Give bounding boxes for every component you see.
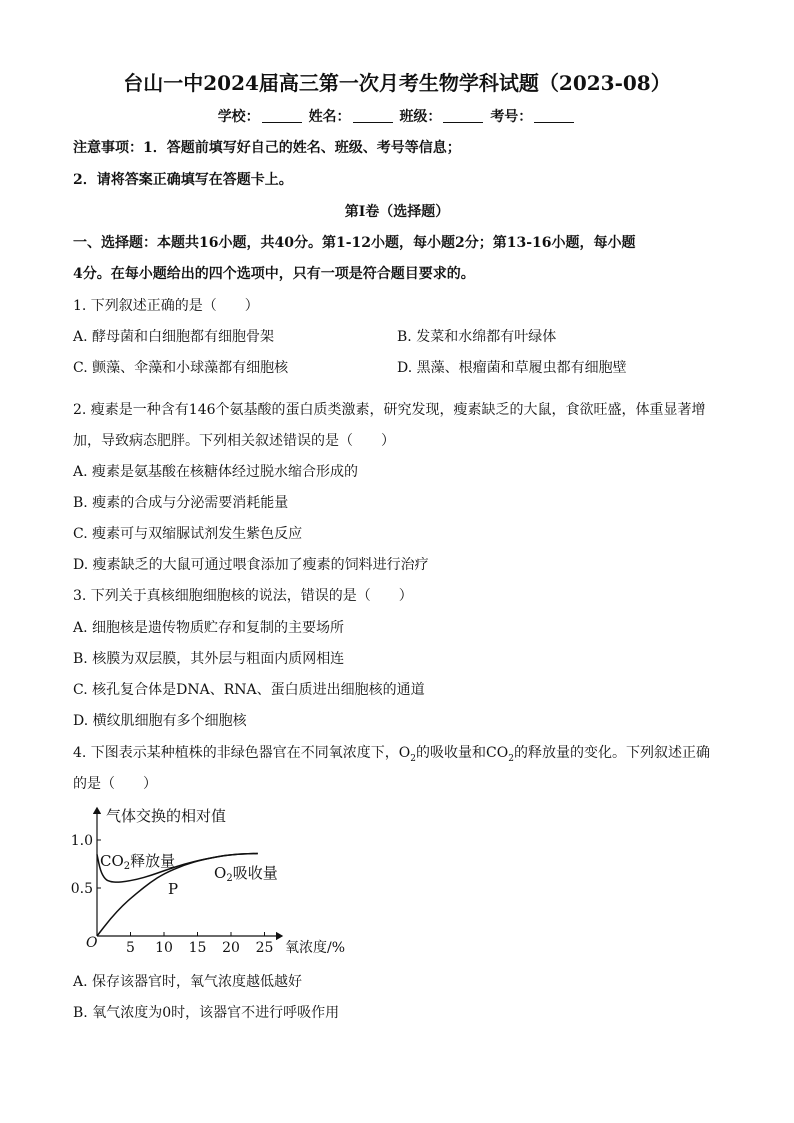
q3-option-d: D. 横纹肌细胞有多个细胞核 [73,713,247,729]
q2-stem-1: 2. 瘦素是一种含有146个氨基酸的蛋白质类激素，研究发现，瘦素缺乏的大鼠，食欲旺盛，体重显著增 [73,402,706,418]
q3-stem: 3. 下列关于真核细胞细胞核的说法，错误的是（ ） [73,588,413,604]
q2-option-d: D. 瘦素缺乏的大鼠可通过喂食添加了瘦素的饲料进行治疗 [73,557,429,573]
name-blank[interactable] [353,108,393,123]
q4-stem-2: 的是（ ） [73,776,157,792]
q2-option-a: A. 瘦素是氨基酸在核糖体经过脱水缩合形成的 [73,464,359,480]
q4-option-a: A. 保存该器官时，氧气浓度越低越好 [73,974,303,990]
exam-number-label: 考号： [490,109,533,125]
q4-option-b: B. 氧气浓度为0时，该器官不进行呼吸作用 [73,1005,340,1021]
q1-option-c: C. 颤藻、伞藻和小球藻都有细胞核 [73,360,289,376]
o2-series-label: $O_2$吸收量 [214,864,278,884]
q4-stem-1: 4. 下图表示某种植株的非绿色器官在不同氧浓度下，$O_2$的吸收量和$CO_2$的释放量的变化。下列叙述正确 [73,745,710,764]
q1-option-d: D. 黑藻、根瘤菌和草履虫都有细胞壁 [397,360,627,376]
q2-option-c: C. 瘦素可与双缩脲试剂发生紫色反应 [73,526,303,542]
x-tick-label: 25 [255,940,274,956]
class-label: 班级： [399,109,442,125]
x-tick-label: 20 [222,940,240,956]
q1-option-a: A. 酵母菌和白细胞都有细胞骨架 [73,329,275,345]
exam-number-blank[interactable] [534,108,574,123]
name-label: 姓名： [308,109,351,125]
q2-option-b: B. 瘦素的合成与分泌需要消耗能量 [73,495,289,511]
section-title: 第I卷（选择题） [344,204,450,220]
q1-option-b: B. 发菜和水绵都有叶绿体 [397,329,557,345]
origin-label: O [86,935,98,951]
class-blank[interactable] [443,108,483,123]
point-p-label: P [168,880,179,898]
section-instructions-1: 一、选择题：本题共16小题，共40分。第1-12小题，每小题2分；第13-16小题，每小题 [73,235,636,251]
y-axis-label: 气体交换的相对值 [106,807,227,825]
x-tick-label: 10 [155,940,173,956]
co2-series-label: $CO_2$释放量 [100,852,176,872]
q3-option-c: C. 核孔复合体是DNA、RNA、蛋白质进出细胞核的通道 [73,682,425,698]
school-blank[interactable] [262,108,302,123]
q3-option-a: A. 细胞核是遗传物质贮存和复制的主要场所 [73,620,345,636]
q1-stem: 1. 下列叙述正确的是（ ） [73,298,259,314]
school-label: 学校： [217,109,260,125]
gas-exchange-chart [70,800,370,962]
section-instructions-2: 4分。在每小题给出的四个选项中，只有一项是符合题目要求的。 [73,266,475,282]
q3-option-b: B. 核膜为双层膜，其外层与粗面内质网相连 [73,651,345,667]
x-axis-label: 氧浓度/% [285,940,346,956]
y-tick-label: 0.5 [70,881,93,897]
x-tick-label: 5 [126,940,135,956]
student-info-row [0,106,794,128]
q2-stem-2: 加，导致病态肥胖。下列相关叙述错误的是（ ） [73,433,395,449]
notes-line-2: 2．请将答案正确填写在答题卡上。 [73,172,293,188]
exam-title: 台山一中2024届高三第一次月考生物学科试题（2023-08） [123,71,671,95]
x-tick-label: 15 [188,940,207,956]
notes-line-1: 注意事项：1．答题前填写好自己的姓名、班级、考号等信息； [73,140,461,156]
y-tick-label: 1.0 [70,833,93,849]
